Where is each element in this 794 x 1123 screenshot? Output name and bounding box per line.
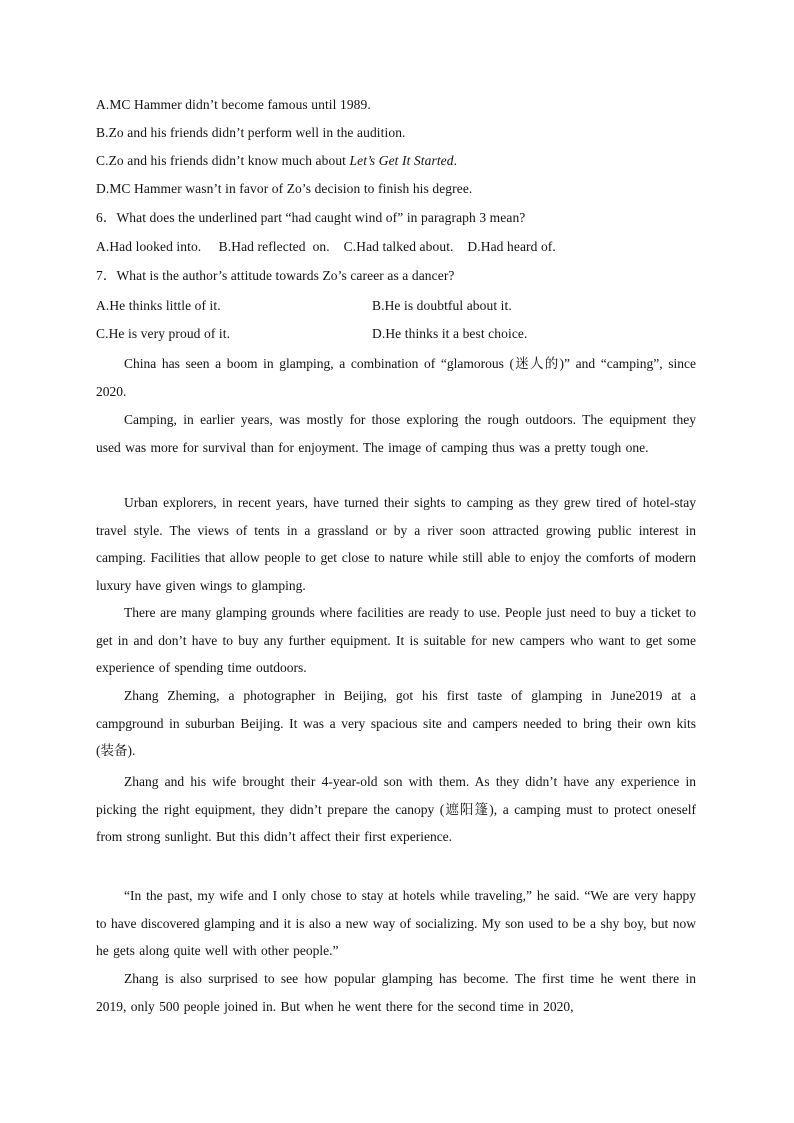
- q5-option-c-end: .: [453, 153, 458, 168]
- q7-question: 7．What is the author’s attitude towards Zo’s career as a dancer?: [96, 268, 455, 283]
- q5-option-b: B.Zo and his friends didn’t perform well in the audition.: [96, 125, 406, 140]
- q7-option-c: C.He is very proud of it.: [96, 326, 231, 341]
- passage-paragraph-8: Zhang is also surprised to see how popular glamping has become. The first time he went there in 2019, only 500 people joined in. But when he went there for the second time in 2020,: [96, 971, 696, 1014]
- passage-paragraph-1: China has seen a boom in glamping, a combination of “glamorous (迷人的)” and “camping”, since 2020.: [96, 356, 696, 399]
- q6-question: 6．What does the underlined part “had caught wind of” in paragraph 3 mean?: [96, 210, 526, 225]
- q5-option-c: [96, 152, 457, 170]
- passage-paragraph-4: There are many glamping grounds where facilities are ready to use. People just need to buy a ticket to get in and don’t have to buy any further equipment. It is suitable for new campers who want to get some experience of spending time outdoors.: [96, 605, 696, 676]
- passage-paragraph-2: Camping, in earlier years, was mostly for those exploring the rough outdoors. The equipment they used was more for survival than for enjoyment. The image of camping thus was a pretty tough one.: [96, 412, 696, 455]
- passage-paragraph-7: “In the past, my wife and I only chose to stay at hotels while traveling,” he said. “We are very happy to have discovered glamping and it is also a new way of socializing. My son used to be a shy boy, but now he gets along quite well with other people.”: [96, 888, 696, 959]
- q5-option-a: A.MC Hammer didn’t become famous until 1989.: [96, 97, 371, 112]
- passage-paragraph-6: Zhang and his wife brought their 4-year-old son with them. As they didn’t have any experience in picking the right equipment, they didn’t prepare the canopy (遮阳篷), a camping must to protect oneself from strong sunlight. But this didn’t affect their first experience.: [96, 774, 696, 845]
- q7-option-a: A.He thinks little of it.: [96, 298, 221, 313]
- passage-paragraph-3: Urban explorers, in recent years, have turned their sights to camping as they grew tired of hotel-stay travel style. The views of tents in a grassland or by a river soon attracted growing public interest in camping. Facilities that allow people to get close to nature while still able to enjoy the comforts of modern luxury have given wings to glamping.: [96, 495, 696, 593]
- q7-option-b: B.He is doubtful about it.: [372, 298, 512, 313]
- passage-paragraph-5: Zhang Zheming, a photographer in Beijing, got his first taste of glamping in June2019 at a campground in suburban Beijing. It was a very spacious site and campers needed to bring their own kits (装备).: [96, 688, 696, 759]
- q5-option-d: D.MC Hammer wasn’t in favor of Zo’s decision to finish his degree.: [96, 181, 473, 196]
- q7-option-d: D.He thinks it a best choice.: [372, 326, 528, 341]
- q5-option-c-text: C.Zo and his friends didn’t know much about: [96, 153, 350, 168]
- q6-options: A.Had looked into. B.Had reflected on. C.Had talked about. D.Had heard of.: [96, 239, 556, 254]
- song-title: Let’s Get It Started: [349, 153, 454, 168]
